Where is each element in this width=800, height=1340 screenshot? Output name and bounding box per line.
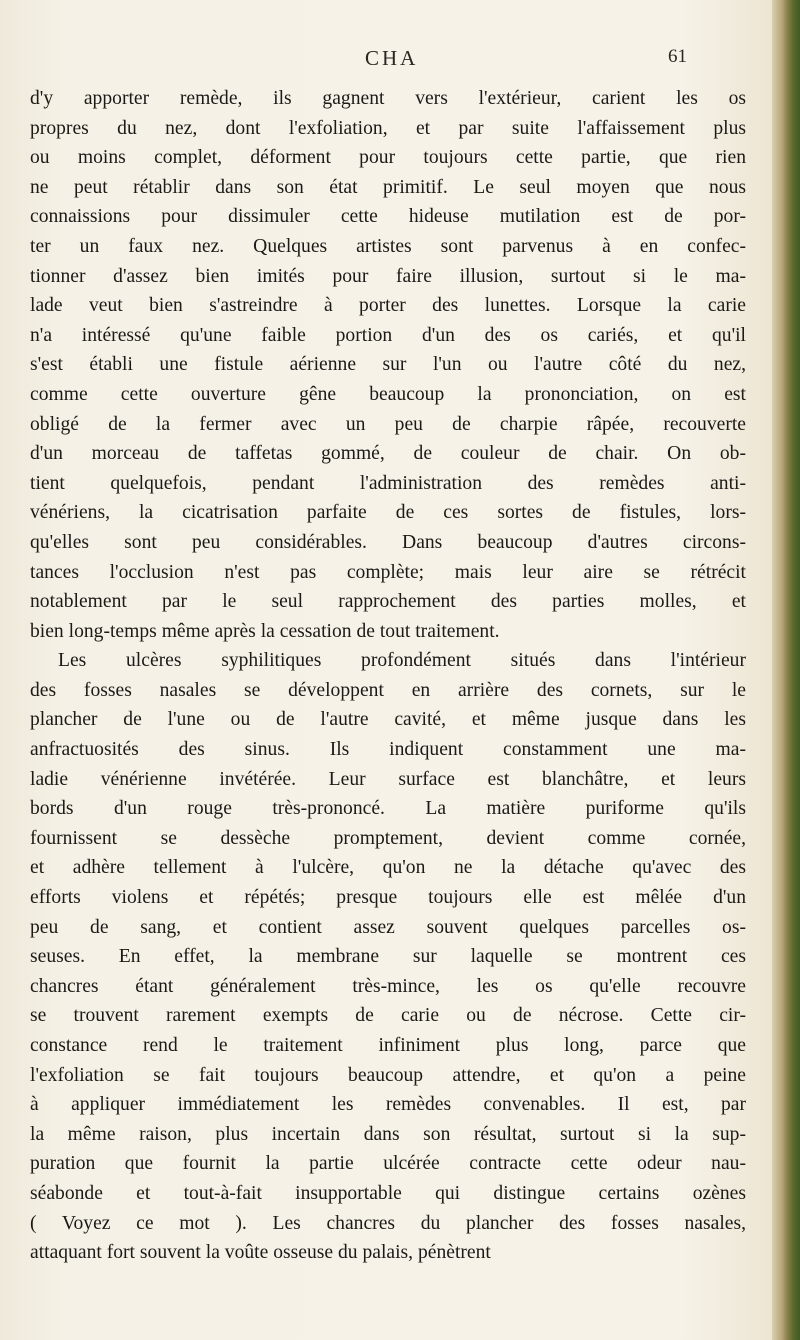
text-line: fournissent se dessèche promptement, devient comme cornée, (30, 827, 746, 849)
text-line: ( Voyez ce mot ). Les chancres du plancher des fosses nasales, (30, 1212, 746, 1234)
text-line: la même raison, plus incertain dans son résultat, surtout si la sup- (30, 1123, 746, 1145)
page-edge-binding (772, 0, 800, 1340)
body-text (30, 84, 746, 1268)
text-line: ou moins complet, déforment pour toujours cette partie, que rien (30, 147, 746, 169)
text-line: obligé de la fermer avec un peu de charpie râpée, recouverte (30, 413, 746, 435)
text-line: vénériens, la cicatrisation parfaite de ces sortes de fistules, lors- (30, 502, 746, 524)
text-line: ter un faux nez. Quelques artistes sont parvenus à en confec- (30, 235, 746, 257)
text-line: tient quelquefois, pendant l'administration des remèdes anti- (30, 472, 746, 494)
text-line: des fosses nasales se développent en arrière des cornets, sur le (30, 679, 746, 701)
text-line: chancres étant généralement très-mince, les os qu'elle recouvre (30, 975, 746, 997)
text-line: l'exfoliation se fait toujours beaucoup attendre, et qu'on a peine (30, 1064, 746, 1086)
text-line: se trouvent rarement exempts de carie ou de nécrose. Cette cir- (30, 1005, 746, 1027)
text-line: n'a intéressé qu'une faible portion d'un des os cariés, et qu'il (30, 324, 746, 346)
text-line: qu'elles sont peu considérables. Dans beaucoup d'autres circons- (30, 531, 746, 553)
text-line: à appliquer immédiatement les remèdes convenables. Il est, par (30, 1094, 746, 1116)
text-line: séabonde et tout-à-fait insupportable qui distingue certains ozènes (30, 1182, 746, 1204)
running-head (0, 46, 770, 76)
text-line: puration que fournit la partie ulcérée contracte cette odeur nau- (30, 1153, 746, 1175)
text-line: efforts violens et répétés; presque toujours elle est mêlée d'un (30, 887, 746, 909)
chapter-heading: CHA (365, 46, 419, 70)
text-line: Les ulcères syphilitiques profondément situés dans l'intérieur (58, 650, 746, 672)
text-line: ladie vénérienne invétérée. Leur surface est blanchâtre, et leurs (30, 768, 746, 790)
text-line: seuses. En effet, la membrane sur laquelle se montrent ces (30, 946, 746, 968)
text-line: anfractuosités des sinus. Ils indiquent constamment une ma- (30, 739, 746, 761)
text-line: d'un morceau de taffetas gommé, de couleur de chair. On ob- (30, 443, 746, 465)
text-line: notablement par le seul rapprochement des parties molles, et (30, 591, 746, 613)
text-line: bien long-temps même après la cessation de tout traitement. (30, 620, 500, 642)
text-line: et adhère tellement à l'ulcère, qu'on ne la détache qu'avec des (30, 857, 746, 879)
text-line: propres du nez, dont l'exfoliation, et par suite l'affaissement plus (30, 117, 746, 139)
text-line: tances l'occlusion n'est pas complète; mais leur aire se rétrécit (30, 561, 746, 583)
text-line: connaissions pour dissimuler cette hideuse mutilation est de por- (30, 206, 746, 228)
page-number: 61 (668, 46, 687, 67)
text-line: comme cette ouverture gêne beaucoup la prononciation, on est (30, 383, 746, 405)
text-line: lade veut bien s'astreindre à porter des lunettes. Lorsque la carie (30, 295, 746, 317)
text-line: ne peut rétablir dans son état primitif. Le seul moyen que nous (30, 176, 746, 198)
text-line: s'est établi une fistule aérienne sur l'un ou l'autre côté du nez, (30, 354, 746, 376)
text-line: tionner d'assez bien imités pour faire illusion, surtout si le ma- (30, 265, 746, 287)
text-line: constance rend le traitement infiniment plus long, parce que (30, 1035, 746, 1056)
text-line: attaquant fort souvent la voûte osseuse du palais, pénètrent (30, 1242, 491, 1264)
text-line: bords d'un rouge très-prononcé. La matière puriforme qu'ils (30, 798, 746, 820)
text-line: peu de sang, et contient assez souvent quelques parcelles os- (30, 916, 746, 938)
text-line: d'y apporter remède, ils gagnent vers l'extérieur, carient les os (30, 88, 746, 109)
text-line: plancher de l'une ou de l'autre cavité, et même jusque dans les (30, 709, 746, 731)
